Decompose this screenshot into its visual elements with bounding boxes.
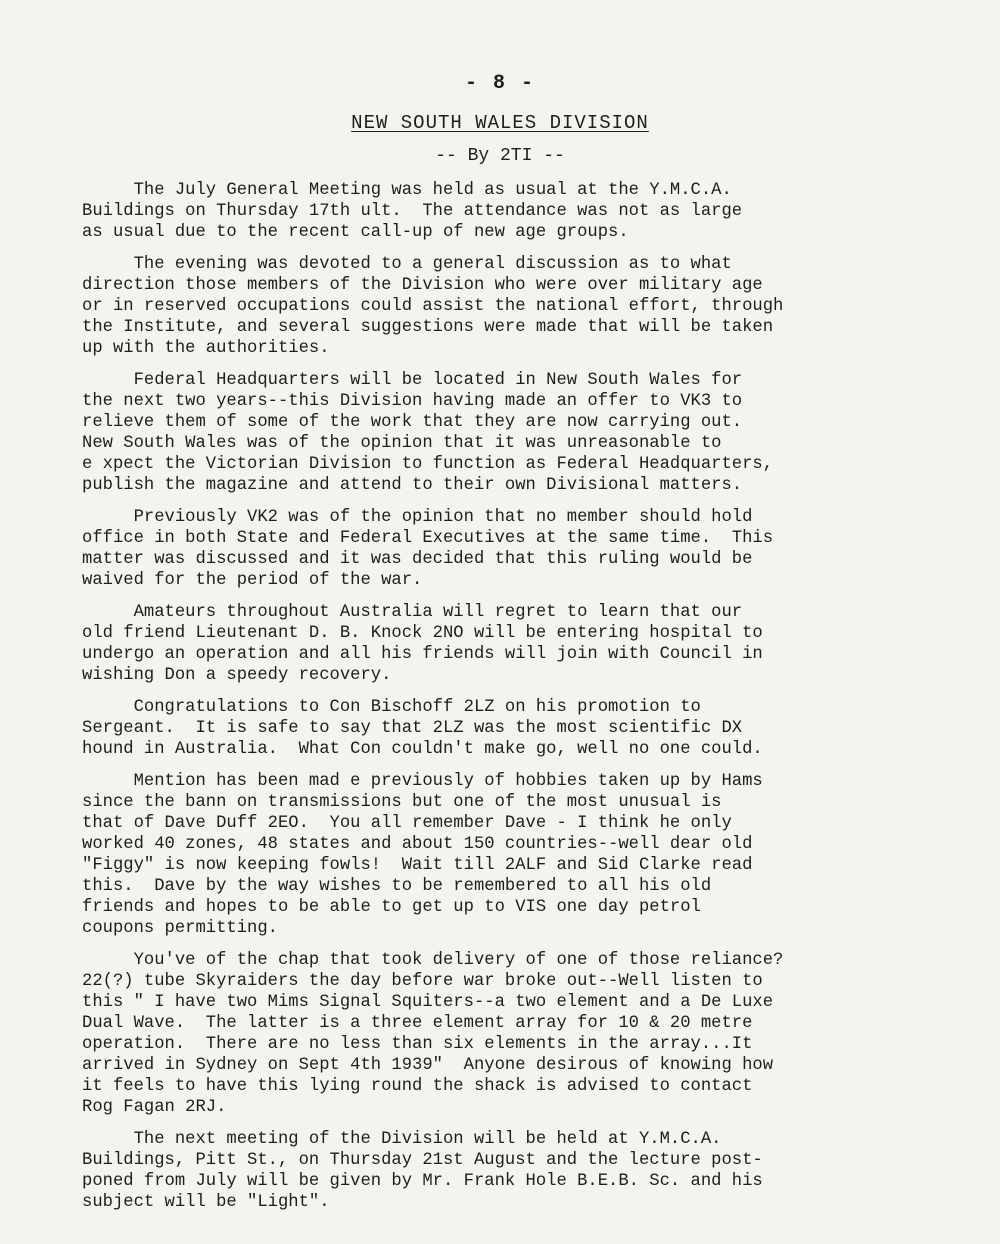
text-line: "Figgy" is now keeping fowls! Wait till 2ALF and Sid Clarke read (82, 856, 753, 875)
text-line: since the bann on transmissions but one of the most unusual is (82, 793, 722, 812)
text-line: the next two years--this Division having made an offer to VK3 to (82, 392, 743, 411)
text-line: the Institute, and several suggestions were made that will be taken (82, 318, 774, 337)
paragraph (82, 1129, 932, 1213)
text-line: or in reserved occupations could assist the national effort, through (82, 297, 784, 316)
text-line: Amateurs throughout Australia will regret to learn that our (82, 603, 743, 622)
text-line: operation. There are no less than six elements in the array...It (82, 1035, 753, 1054)
text-line: Congratulations to Con Bischoff 2LZ on his promotion to (82, 698, 701, 717)
text-line: undergo an operation and all his friends will join with Council in (82, 645, 763, 664)
text-line: friends and hopes to be able to get up to VIS one day petrol (82, 898, 701, 917)
text-line: Federal Headquarters will be located in New South Wales for (82, 371, 743, 390)
text-line: You've of the chap that took delivery of one of those reliance? (82, 951, 784, 970)
paragraph (82, 697, 932, 760)
text-line: poned from July will be given by Mr. Frank Hole B.E.B. Sc. and his (82, 1172, 763, 1191)
text-line: New South Wales was of the opinion that it was unreasonable to (82, 434, 722, 453)
text-line: 22(?) tube Skyraiders the day before war broke out--Well listen to (82, 972, 763, 991)
text-line: waived for the period of the war. (82, 571, 423, 590)
paragraph (82, 507, 932, 591)
text-line: hound in Australia. What Con couldn't make go, well no one could. (82, 740, 763, 759)
text-line: The evening was devoted to a general discussion as to what (82, 255, 732, 274)
text-line: Dual Wave. The latter is a three element array for 10 & 20 metre (82, 1014, 753, 1033)
text-line: this " I have two Mims Signal Squiters--a two element and a De Luxe (82, 993, 774, 1012)
text-line: arrived in Sydney on Sept 4th 1939" Anyone desirous of knowing how (82, 1056, 774, 1075)
text-line: that of Dave Duff 2EO. You all remember Dave - I think he only (82, 814, 732, 833)
text-line: worked 40 zones, 48 states and about 150 countries--well dear old (82, 835, 753, 854)
text-line: e xpect the Victorian Division to function as Federal Headquarters, (82, 455, 774, 474)
text-line: Sergeant. It is safe to say that 2LZ was the most scientific DX (82, 719, 743, 738)
paragraph (82, 771, 932, 939)
page-number: - 8 - (464, 72, 535, 95)
text-line: it feels to have this lying round the shack is advised to contact (82, 1077, 753, 1096)
text-line: office in both State and Federal Executives at the same time. This (82, 529, 774, 548)
paragraph (82, 950, 932, 1118)
paragraph (82, 254, 932, 359)
byline: -- By 2TI -- (435, 146, 565, 166)
text-line: The July General Meeting was held as usual at the Y.M.C.A. (82, 181, 732, 200)
section-title (0, 112, 1000, 134)
text-line: matter was discussed and it was decided that this ruling would be (82, 550, 753, 569)
text-line: subject will be "Light". (82, 1193, 330, 1212)
article-body (82, 180, 932, 1224)
text-line: Previously VK2 was of the opinion that no member should hold (82, 508, 753, 527)
paragraph (82, 180, 932, 243)
text-line: relieve them of some of the work that they are now carrying out. (82, 413, 743, 432)
text-line: direction those members of the Division who were over military age (82, 276, 763, 295)
text-line: old friend Lieutenant D. B. Knock 2NO will be entering hospital to (82, 624, 763, 643)
text-line: up with the authorities. (82, 339, 330, 358)
text-line: Buildings on Thursday 17th ult. The attendance was not as large (82, 202, 743, 221)
text-line: this. Dave by the way wishes to be remembered to all his old (82, 877, 712, 896)
text-line: Mention has been mad e previously of hobbies taken up by Hams (82, 772, 763, 791)
text-line: Buildings, Pitt St., on Thursday 21st August and the lecture post- (82, 1151, 763, 1170)
text-line: wishing Don a speedy recovery. (82, 666, 392, 685)
text-line: as usual due to the recent call-up of new age groups. (82, 223, 629, 242)
paragraph (82, 370, 932, 496)
text-line: coupons permitting. (82, 919, 278, 938)
paragraph (82, 602, 932, 686)
section-title-text: NEW SOUTH WALES DIVISION (351, 112, 649, 134)
text-line: The next meeting of the Division will be held at Y.M.C.A. (82, 1130, 722, 1149)
text-line: Rog Fagan 2RJ. (82, 1098, 227, 1117)
text-line: publish the magazine and attend to their own Divisional matters. (82, 476, 743, 495)
